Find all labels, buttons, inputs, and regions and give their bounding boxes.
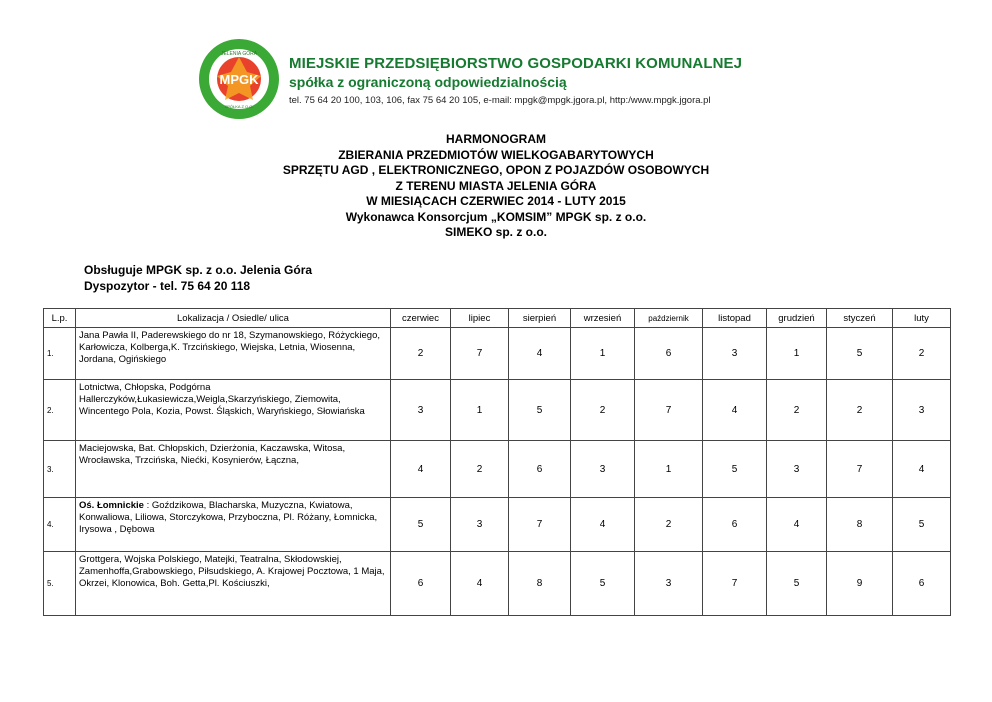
collection-day: 9 — [827, 552, 893, 616]
company-contact: tel. 75 64 20 100, 103, 106, fax 75 64 20 105, e-mail: mpgk@mpgk.jgora.pl, http:/www.mpgk.jgora.pl — [289, 95, 711, 106]
title-line: ZBIERANIA PRZEDMIOTÓW WIELKOGABARYTOWYCH — [338, 147, 654, 162]
document-title — [0, 132, 992, 241]
col-header-month: grudzień — [767, 309, 827, 328]
collection-day: 2 — [635, 498, 703, 552]
collection-day: 5 — [509, 380, 571, 441]
collection-day: 6 — [893, 552, 951, 616]
collection-day: 1 — [635, 441, 703, 498]
collection-day: 2 — [893, 328, 951, 380]
collection-day: 2 — [451, 441, 509, 498]
location-estate-name: Oś. Łomnickie — [79, 500, 144, 511]
title-line: W MIESIĄCACH CZERWIEC 2014 - LUTY 2015 — [366, 194, 626, 208]
row-location — [76, 552, 391, 616]
row-location — [76, 328, 391, 380]
svg-text:MPGK: MPGK — [219, 72, 259, 87]
collection-day: 3 — [571, 441, 635, 498]
collection-day: 5 — [827, 328, 893, 380]
table-row — [44, 498, 951, 552]
service-info — [84, 262, 312, 294]
company-name: MIEJSKIE PRZEDSIĘBIORSTWO GOSPODARKI KOMUNALNEJ — [289, 55, 743, 72]
collection-day: 2 — [827, 380, 893, 441]
table-row — [44, 441, 951, 498]
col-header-month: wrzesień — [571, 309, 635, 328]
collection-day: 6 — [509, 441, 571, 498]
collection-day: 4 — [571, 498, 635, 552]
collection-day: 5 — [893, 498, 951, 552]
collection-day: 5 — [391, 498, 451, 552]
row-number: 4. — [44, 498, 76, 552]
table-row — [44, 552, 951, 616]
location-streets: Grottgera, Wojska Polskiego, Matejki, Teatralna, Skłodowskiej, Zamenhoffa,Grabowskiego, Piłsudskiego, A. Krajowej Pocztowa, 1 Maja, Okrzei, Klonowica, Boh. Getta,Pl. Kościuszki, — [79, 554, 385, 589]
row-location — [76, 380, 391, 441]
col-header-month: listopad — [703, 309, 767, 328]
collection-day: 1 — [767, 328, 827, 380]
collection-day: 7 — [703, 552, 767, 616]
service-operator: Obsługuje MPGK sp. z o.o. Jelenia Góra — [84, 263, 313, 277]
title-line: Z TERENU MIASTA JELENIA GÓRA — [395, 178, 597, 193]
table-row — [44, 328, 951, 380]
svg-text:JELENIA GÓRA: JELENIA GÓRA — [220, 51, 258, 57]
col-header-month: lipiec — [451, 309, 509, 328]
table-row — [44, 380, 951, 441]
collection-day: 2 — [391, 328, 451, 380]
col-header-month: styczeń — [827, 309, 893, 328]
collection-day: 2 — [767, 380, 827, 441]
collection-day: 7 — [451, 328, 509, 380]
location-streets: Lotnictwa, Chłopska, Podgórna Hallerczyków,Łukasiewicza,Weigla,Skarzyńskiego, Ziemowita, Wincentego Pola, Kozia, Powst. Śląskich, Waryńskiego, Słowiańska — [79, 382, 365, 417]
location-streets: Maciejowska, Bat. Chłopskich, Dzierżonia, Kaczawska, Witosa, Wrocławska, Trzcińska, Niećki, Kosynierów, Łączna, — [79, 443, 346, 466]
collection-day: 6 — [391, 552, 451, 616]
collection-day: 1 — [571, 328, 635, 380]
collection-day: 3 — [451, 498, 509, 552]
col-header-month: luty — [893, 309, 951, 328]
collection-day: 1 — [451, 380, 509, 441]
collection-day: 3 — [703, 328, 767, 380]
location-streets: Jana Pawła II, Paderewskiego do nr 18, Szymanowskiego, Różyckiego, Karłowicza, Kolberga,K. Trzcińskiego, Wiejska, Letnia, Wiosenna, Jordana, Ogińskiego — [79, 330, 380, 365]
svg-text:SPÓŁKA Z O.O.: SPÓŁKA Z O.O. — [224, 104, 254, 109]
company-legal-form: spółka z ograniczoną odpowiedzialnością — [289, 74, 567, 90]
collection-day: 5 — [767, 552, 827, 616]
collection-day: 2 — [571, 380, 635, 441]
row-location — [76, 498, 391, 552]
title-line: Wykonawca Konsorcjum „KOMSIM” MPGK sp. z o.o. — [345, 209, 647, 224]
location-streets: : Goździkowa, Blacharska, Muzyczna, Kwiatowa, Konwaliowa, Liliowa, Storczykowa, Przyboczna, Pl. Różany, Łomnicka, Irysowa , Dębowa — [79, 500, 378, 535]
collection-day: 7 — [635, 380, 703, 441]
row-number: 1. — [44, 328, 76, 380]
title-line: SPRZĘTU AGD , ELEKTRONICZNEGO, OPON Z POJAZDÓW OSOBOWYCH — [282, 163, 710, 177]
title-line: SIMEKO sp. z o.o. — [444, 225, 547, 239]
col-header-location: Lokalizacja / Osiedle/ ulica — [76, 309, 391, 328]
collection-day: 4 — [703, 380, 767, 441]
col-header-month: czerwiec — [391, 309, 451, 328]
collection-day: 8 — [509, 552, 571, 616]
company-logo — [198, 38, 280, 120]
schedule-table — [43, 308, 951, 616]
collection-day: 3 — [767, 441, 827, 498]
collection-day: 6 — [635, 328, 703, 380]
collection-day: 4 — [391, 441, 451, 498]
collection-day: 5 — [571, 552, 635, 616]
collection-day: 3 — [635, 552, 703, 616]
collection-day: 4 — [893, 441, 951, 498]
dispatcher-phone: Dyspozytor - tel. 75 64 20 118 — [84, 279, 251, 293]
col-header-month: październik — [635, 309, 703, 328]
collection-day: 5 — [703, 441, 767, 498]
title-line: HARMONOGRAM — [446, 132, 546, 146]
row-number: 5. — [44, 552, 76, 616]
col-header-lp: L.p. — [44, 309, 76, 328]
row-number: 2. — [44, 380, 76, 441]
collection-day: 3 — [893, 380, 951, 441]
collection-day: 4 — [767, 498, 827, 552]
collection-day: 6 — [703, 498, 767, 552]
collection-day: 8 — [827, 498, 893, 552]
collection-day: 4 — [451, 552, 509, 616]
row-number: 3. — [44, 441, 76, 498]
table-header-row — [44, 309, 951, 328]
collection-day: 7 — [509, 498, 571, 552]
row-location — [76, 441, 391, 498]
collection-day: 4 — [509, 328, 571, 380]
col-header-month: sierpień — [509, 309, 571, 328]
collection-day: 7 — [827, 441, 893, 498]
collection-day: 3 — [391, 380, 451, 441]
